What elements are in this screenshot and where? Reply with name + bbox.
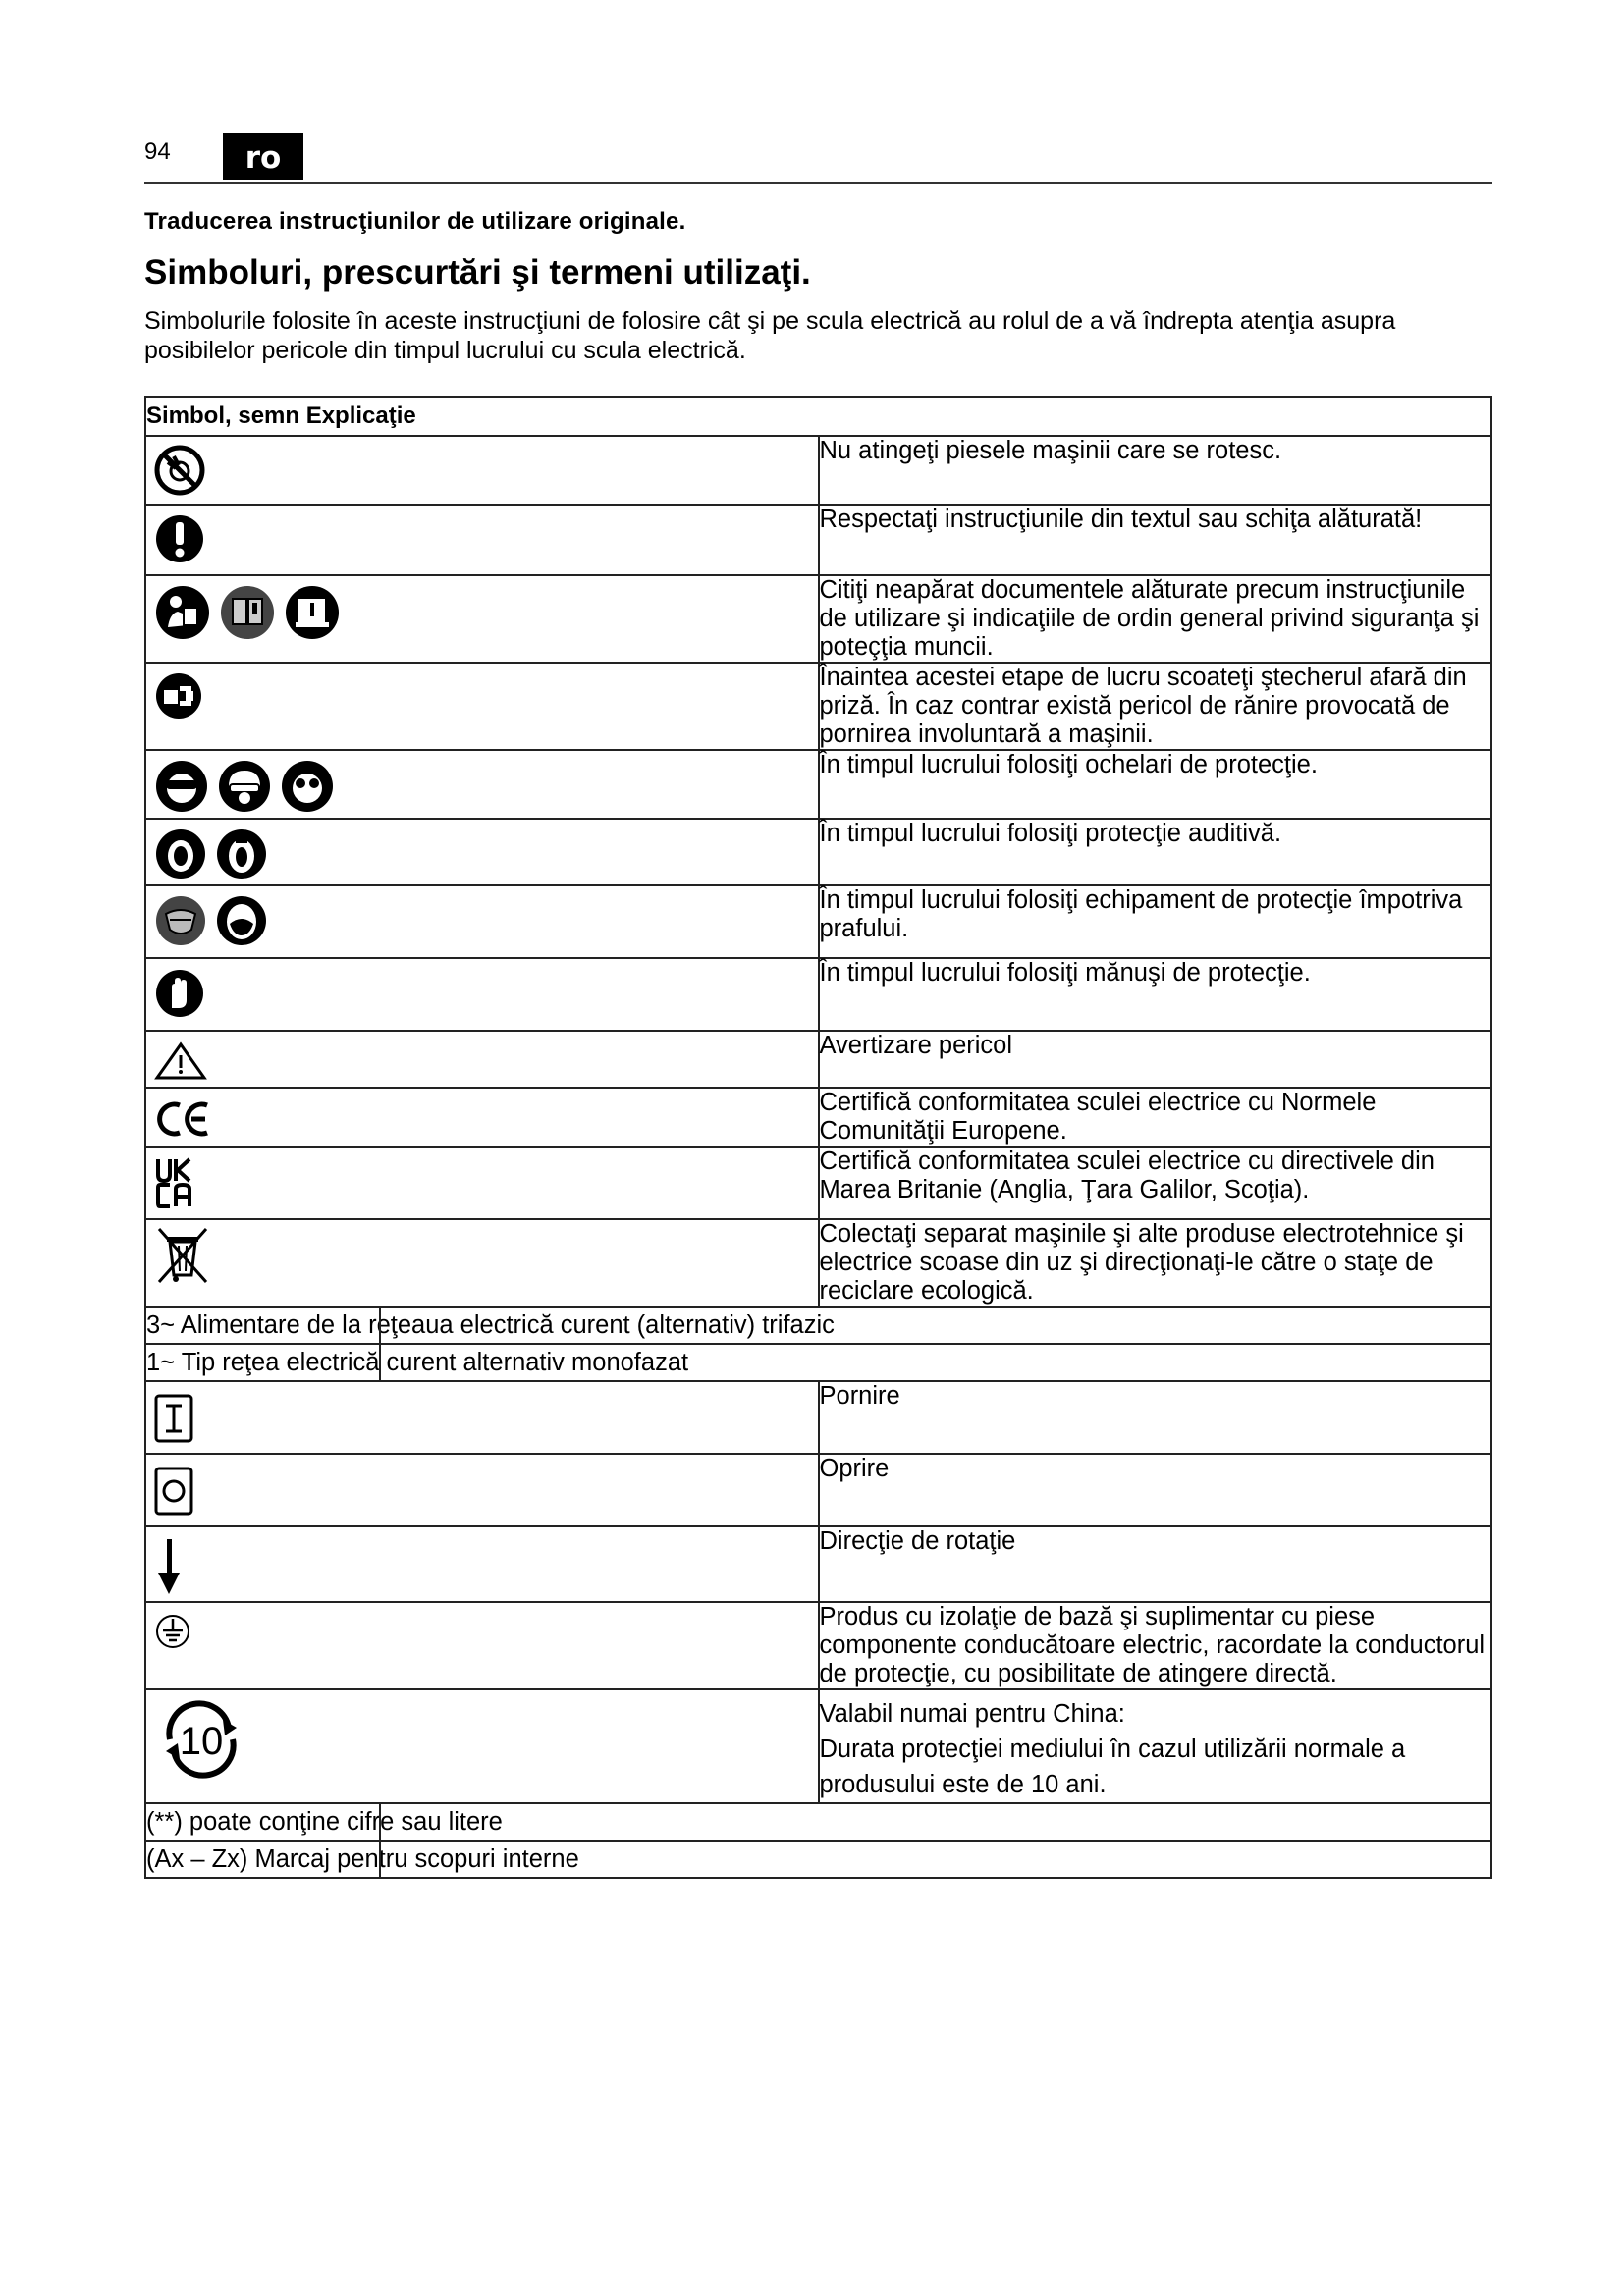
mandatory-attention-icon bbox=[154, 513, 205, 564]
table-row bbox=[145, 1088, 1491, 1147]
ce-mark-icon bbox=[154, 1100, 213, 1138]
china-environment-period-text: Durata protecţiei mediului în cazul utilizării normale a produsului este de 10 ani. bbox=[819, 1735, 1406, 1798]
read-instructions-sheet-icon bbox=[284, 584, 341, 641]
warning-triangle-icon bbox=[154, 1041, 207, 1081]
table-row bbox=[145, 663, 1491, 750]
table-row bbox=[145, 1219, 1491, 1307]
ukca-mark-icon bbox=[154, 1157, 193, 1208]
language-badge: ro bbox=[223, 133, 303, 180]
table-row bbox=[145, 1307, 1491, 1344]
ear-protection-icon bbox=[154, 828, 207, 881]
table-row bbox=[145, 1689, 1491, 1803]
page-header bbox=[144, 133, 1492, 184]
table-row bbox=[145, 1841, 1491, 1878]
row-text: Certifică conformitatea sculei electrice cu directivele din Marea Britanie (Anglia, Ţara Galilor, Scoţia). bbox=[819, 1147, 1492, 1219]
svg-text:10: 10 bbox=[179, 1720, 224, 1763]
protective-earth-icon bbox=[154, 1613, 191, 1650]
row-text: Colectaţi separat maşinile şi alte produse electrotehnice şi electrice scoase din uz şi direcţionaţi-le către o staţe de reciclare ecologică. bbox=[819, 1219, 1492, 1307]
row-text: În timpul lucrului folosiţi mănuşi de protecţie. bbox=[819, 958, 1492, 1031]
table-row bbox=[145, 1147, 1491, 1219]
row-text: (Ax – Zx) Marcaj pentru scopuri interne bbox=[146, 1845, 579, 1873]
table-header: Simbol, semn Explicaţie bbox=[145, 397, 1491, 436]
protective-gloves-icon bbox=[154, 967, 205, 1020]
table-row bbox=[145, 1526, 1491, 1602]
rotation-direction-arrow-icon bbox=[154, 1537, 184, 1596]
symbols-table bbox=[144, 396, 1492, 1879]
table-row bbox=[145, 575, 1491, 663]
table-row bbox=[145, 1031, 1491, 1088]
no-touching-rotating-parts-icon bbox=[154, 445, 205, 496]
section-title: Simboluri, prescurtări şi termeni utilizaţi. bbox=[144, 253, 811, 292]
dust-mask-icon bbox=[154, 894, 207, 947]
intro-paragraph: Simbolurile folosite în aceste instrucţiuni de folosire cât şi pe scula electrică au rolul de a vă îndrepta atenţia asupra posibilelor pericole din timpul lucrului cu scula electrică. bbox=[144, 307, 1396, 364]
table-row bbox=[145, 819, 1491, 885]
china-validity-label: Valabil numai pentru China: bbox=[819, 1700, 1125, 1728]
row-text: Nu atingeţi piesele maşinii care se rotesc. bbox=[819, 436, 1492, 505]
eye-protection-icon bbox=[154, 759, 209, 814]
row-text: Respectaţi instrucţiunile din textul sau schiţa alăturată! bbox=[819, 505, 1492, 575]
read-manual-book-icon bbox=[219, 584, 276, 641]
row-text: În timpul lucrului folosiţi protecţie auditivă. bbox=[819, 819, 1492, 885]
row-text: Înaintea acestei etape de lucru scoateţi ştecherul afară din priză. În caz contrar există pericol de rănire provocată de pornirea involuntară a maşinii. bbox=[819, 663, 1492, 750]
safety-goggles-icon bbox=[280, 759, 335, 814]
power-off-icon bbox=[154, 1467, 193, 1516]
crossed-bin-icon bbox=[154, 1226, 211, 1285]
table-row bbox=[145, 958, 1491, 1031]
respirator-icon bbox=[215, 894, 268, 947]
table-row bbox=[145, 1381, 1491, 1454]
ear-muffs-icon bbox=[215, 828, 268, 881]
unplug-icon bbox=[154, 671, 203, 721]
power-on-icon bbox=[154, 1394, 193, 1443]
table-row bbox=[145, 885, 1491, 958]
face-shield-icon bbox=[217, 759, 272, 814]
table-row bbox=[145, 1454, 1491, 1526]
row-text: În timpul lucrului folosiţi ochelari de protecţie. bbox=[819, 750, 1492, 819]
row-text: Oprire bbox=[819, 1454, 1492, 1526]
table-header-row bbox=[145, 397, 1491, 436]
row-text: Citiţi neapărat documentele alăturate precum instrucţiunile de utilizare şi indicaţiile de ordin general privind siguranţa şi poteçţia muncii. bbox=[819, 575, 1492, 663]
table-row bbox=[145, 436, 1491, 505]
row-text: 1~ Tip reţea electrică curent alternativ monofazat bbox=[146, 1349, 689, 1376]
environment-protection-period-icon bbox=[154, 1700, 248, 1779]
page-number: 94 bbox=[144, 138, 171, 165]
read-manual-icon bbox=[154, 584, 211, 641]
row-text: Produs cu izolaţie de bază şi suplimentar cu piese componente conducătoare electric, racordate la conductorul de protecţie, cu posibilitate de atingere directă. bbox=[819, 1602, 1492, 1689]
translation-note: Traducerea instrucţiunilor de utilizare originale. bbox=[144, 208, 686, 235]
table-row bbox=[145, 505, 1491, 575]
row-text: 3~ Alimentare de la reţeaua electrică curent (alternativ) trifazic bbox=[146, 1311, 835, 1339]
table-row bbox=[145, 1344, 1491, 1381]
table-row bbox=[145, 750, 1491, 819]
row-text: (**) poate conţine cifre sau litere bbox=[146, 1808, 503, 1836]
row-text: Direcţie de rotaţie bbox=[819, 1526, 1492, 1602]
row-text: Certifică conformitatea sculei electrice cu Normele Comunităţii Europene. bbox=[819, 1088, 1492, 1147]
row-text: În timpul lucrului folosiţi echipament de protecţie împotriva prafului. bbox=[819, 885, 1492, 958]
table-row bbox=[145, 1602, 1491, 1689]
row-text: Pornire bbox=[819, 1381, 1492, 1454]
table-row bbox=[145, 1803, 1491, 1841]
row-text: Avertizare pericol bbox=[819, 1031, 1492, 1088]
